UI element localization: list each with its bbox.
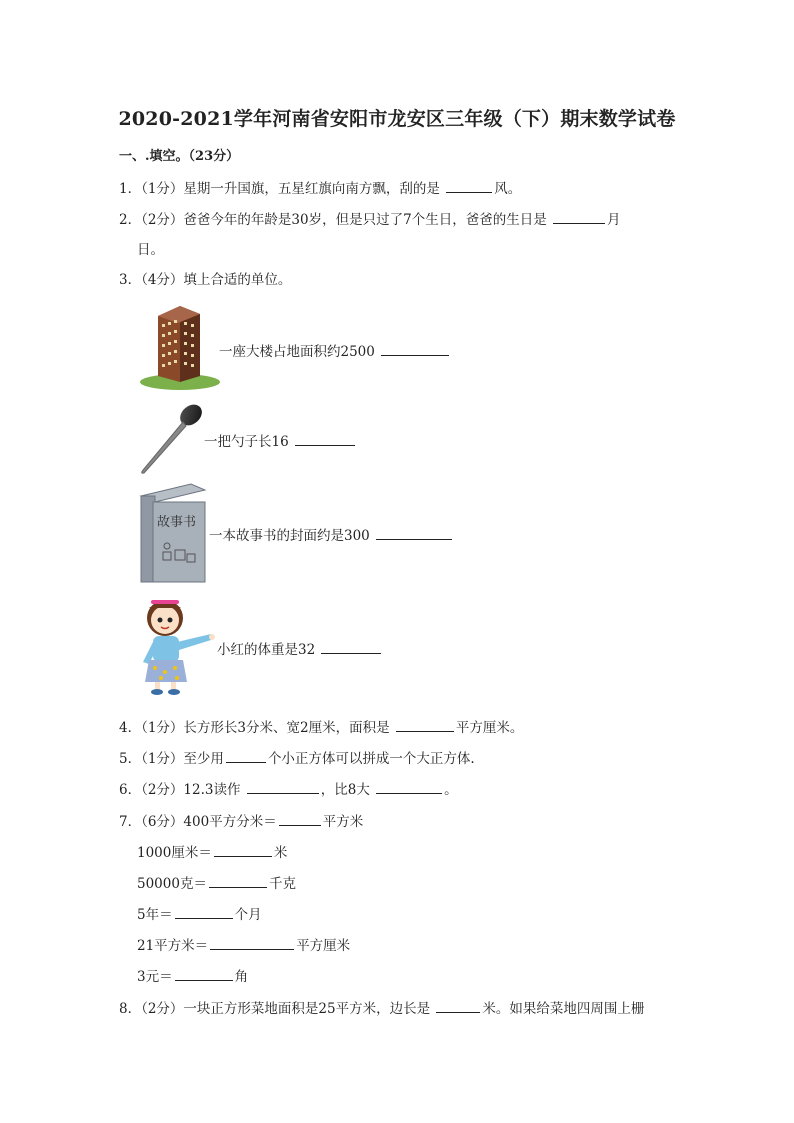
answer-blank[interactable]: [436, 999, 480, 1013]
item-unit: 千克: [268, 876, 296, 892]
book-cover-title: 故事书: [157, 515, 197, 530]
item-text: 21平方米＝: [137, 938, 209, 954]
spoon-picture: [138, 400, 206, 476]
book-picture: [139, 482, 209, 584]
item-unit: 角: [234, 969, 249, 985]
question-8: [119, 997, 644, 1017]
question-6-text: 6．（2分）12.3读作: [119, 782, 245, 798]
question-7-item: [137, 872, 296, 892]
question-4-suffix: 平方厘米。: [455, 720, 524, 736]
item-text: 5年＝: [137, 907, 173, 923]
item-unit: 平方厘米: [296, 938, 351, 954]
item-text: 1000厘米＝: [137, 845, 212, 861]
question-7-suffix: 平方米: [322, 814, 364, 830]
item-4-label: 小红的体重是32: [217, 642, 320, 658]
answer-blank[interactable]: [381, 342, 449, 356]
answer-blank[interactable]: [247, 780, 319, 794]
question-7-item: [137, 965, 248, 985]
item-2-label: 一把勺子长16: [204, 434, 293, 450]
answer-blank[interactable]: [279, 812, 321, 826]
section-heading: 一、.填空。（23分）: [119, 149, 240, 164]
question-2-suffix: 月: [607, 212, 621, 228]
item-text: 50000克＝: [137, 876, 207, 892]
question-8-text: 8．（2分）一块正方形菜地面积是25平方米，边长是: [119, 1001, 435, 1017]
question-7: [119, 810, 363, 830]
question-6: [119, 778, 458, 798]
question-3-item-3: [209, 524, 454, 544]
page-title: 2020-2021学年河南省安阳市龙安区三年级（下）期末数学试卷: [118, 108, 676, 130]
question-1-text: 1．（1分）星期一升国旗，五星红旗向南方飘，刮的是: [119, 181, 445, 197]
question-8-suffix: 米。如果给菜地四周围上栅: [482, 1001, 645, 1017]
question-2-text: 2．（2分）爸爸今年的年龄是30岁，但是只过了7个生日，爸爸的生日是: [119, 212, 551, 228]
answer-blank[interactable]: [376, 780, 442, 794]
item-1-label: 一座大楼占地面积约2500: [219, 344, 380, 360]
question-5-text: 5．（1分）至少用: [119, 751, 224, 767]
question-7-item: [137, 934, 350, 954]
item-3-label: 一本故事书的封面约是300: [209, 528, 375, 544]
item-text: 3元＝: [137, 969, 173, 985]
answer-blank[interactable]: [226, 749, 266, 763]
answer-blank[interactable]: [209, 874, 267, 888]
answer-blank[interactable]: [446, 179, 492, 193]
answer-blank[interactable]: [295, 432, 355, 446]
question-2: [119, 208, 621, 228]
question-2-line2: 日。: [137, 242, 164, 258]
answer-blank[interactable]: [175, 967, 233, 981]
question-4: [119, 716, 523, 736]
answer-blank[interactable]: [376, 526, 452, 540]
question-6-middle: ，比8大: [320, 782, 375, 798]
question-1-suffix: 风。: [494, 181, 522, 197]
building-picture: [138, 296, 222, 390]
question-3: 3．（4分）填上合适的单位。: [119, 272, 292, 288]
item-unit: 个月: [234, 907, 262, 923]
question-3-item-2: [204, 430, 357, 450]
answer-blank[interactable]: [210, 936, 294, 950]
question-3-item-1: [219, 340, 451, 360]
answer-blank[interactable]: [175, 905, 233, 919]
answer-blank[interactable]: [321, 640, 381, 654]
question-7-item: [137, 903, 262, 923]
answer-blank[interactable]: [214, 843, 272, 857]
question-7-item: [137, 841, 287, 861]
question-5: [119, 747, 475, 767]
item-unit: 米: [273, 845, 288, 861]
answer-blank[interactable]: [396, 718, 454, 732]
girl-picture: [137, 590, 217, 698]
question-1: [119, 177, 521, 197]
question-4-text: 4．（1分）长方形长3分米、宽2厘米，面积是: [119, 720, 394, 736]
question-3-item-4: [217, 638, 383, 658]
question-6-suffix: 。: [444, 782, 458, 798]
question-7-text: 7．（6分）400平方分米＝: [119, 814, 277, 830]
question-5-suffix: 个小正方体可以拼成一个大正方体.: [267, 751, 475, 767]
answer-blank[interactable]: [553, 210, 605, 224]
